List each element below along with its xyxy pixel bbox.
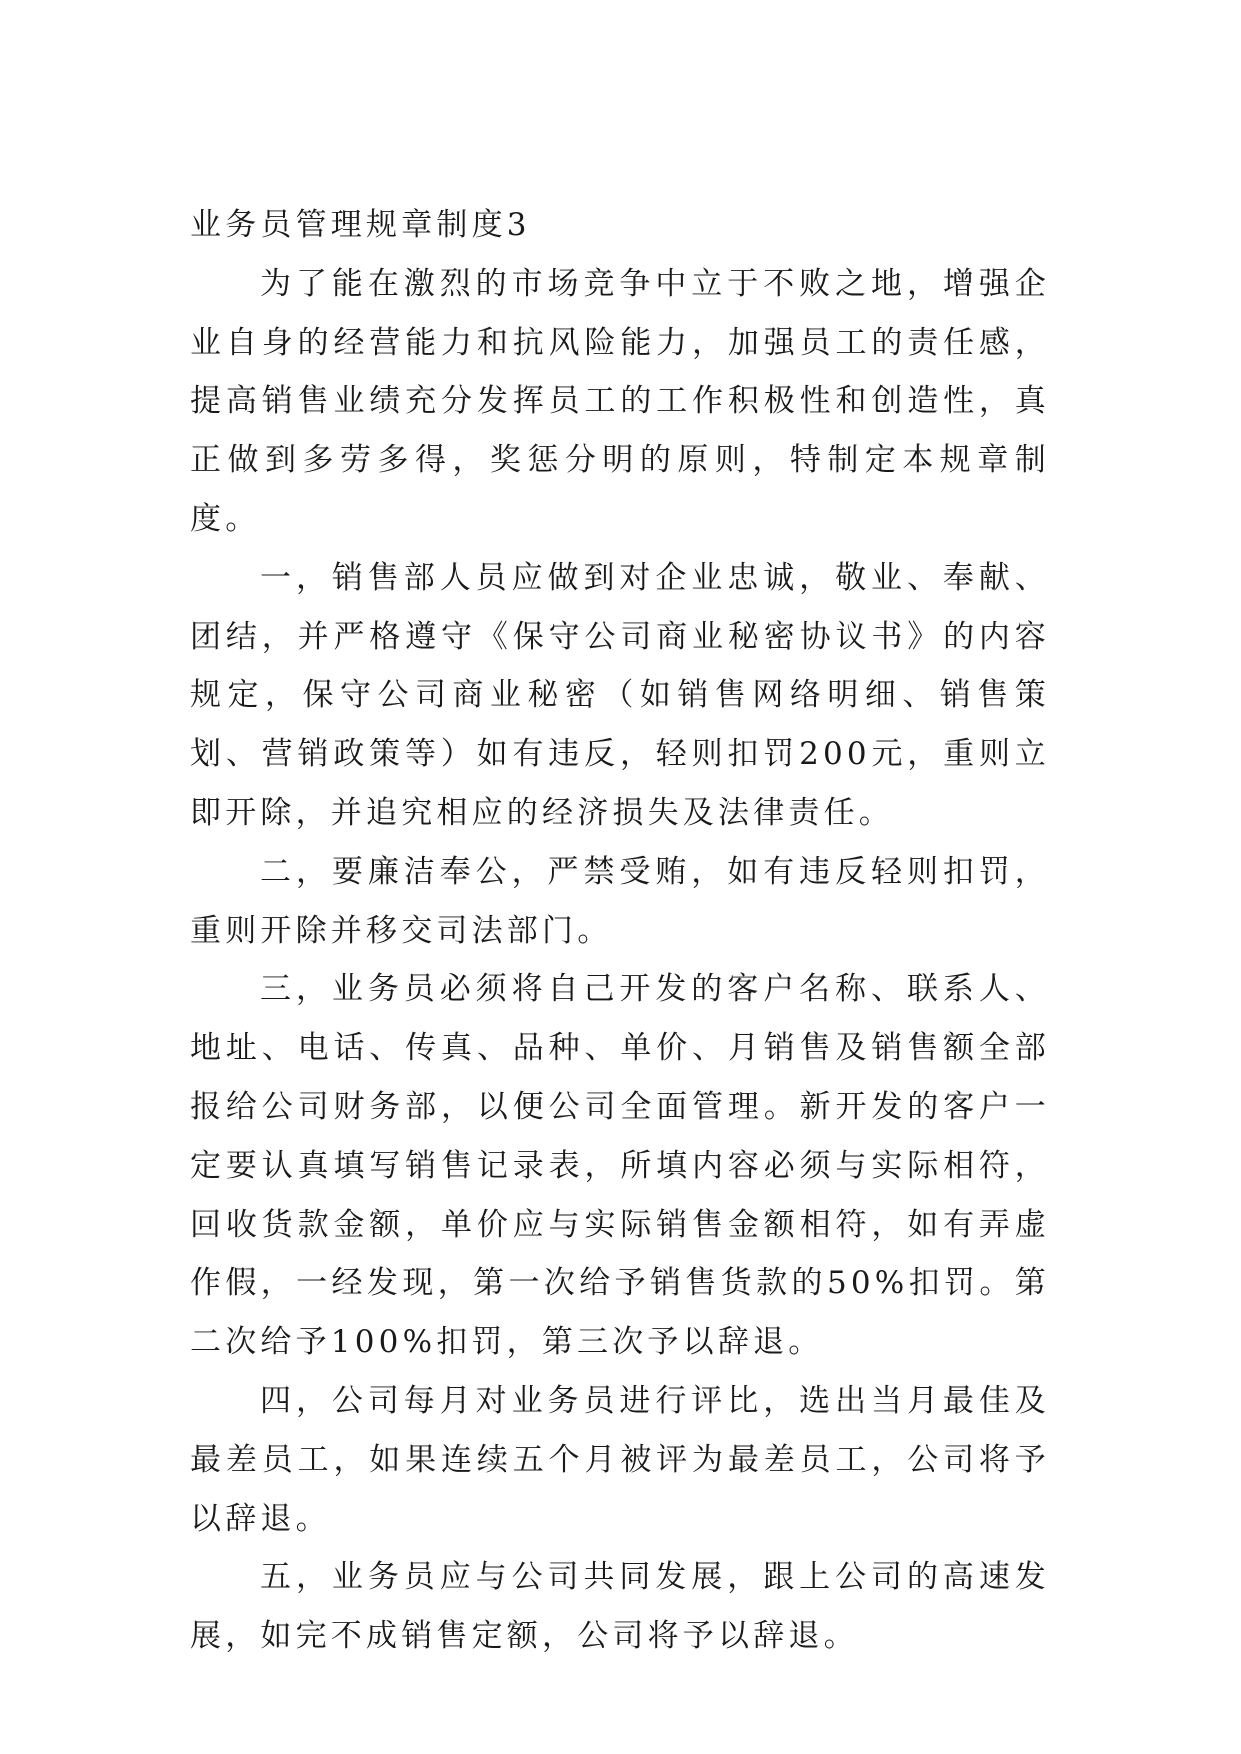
paragraph-rule-5: 五，业务员应与公司共同发展，跟上公司的高速发展，如完不成销售定额，公司将予以辞退。 — [190, 1559, 1050, 1655]
document-title: 业务员管理规章制度3 — [190, 207, 531, 243]
paragraph-intro: 为了能在激烈的市场竞争中立于不败之地，增强企业自身的经营能力和抗风险能力，加强员工的责任感，提高销售业绩充分发挥员工的工作积极性和创造性，真正做到多劳多得，奖惩分明的原则，特制定本规章制度。 — [190, 265, 1050, 537]
paragraph-rule-3: 三，业务员必须将自己开发的客户名称、联系人、地址、电话、传真、品种、单价、月销售及销售额全部报给公司财务部，以便公司全面管理。新开发的客户一定要认真填写销售记录表，所填内容必须与实际相符，回收货款金额，单价应与实际销售金额相符，如有弄虚作假，一经发现，第一次给予销售货款的50%扣罚。第二次给予100%扣罚，第三次予以辞退。 — [190, 971, 1050, 1361]
document-body — [190, 196, 1050, 1666]
paragraph-rule-1: 一，销售部人员应做到对企业忠诚，敬业、奉献、团结，并严格遵守《保守公司商业秘密协议书》的内容规定，保守公司商业秘密（如销售网络明细、销售策划、营销政策等）如有违反，轻则扣罚200元，重则立即开除，并追究相应的经济损失及法律责任。 — [190, 559, 1050, 831]
paragraph-rule-4: 四，公司每月对业务员进行评比，选出当月最佳及最差员工，如果连续五个月被评为最差员工，公司将予以辞退。 — [190, 1382, 1050, 1537]
paragraph-rule-2: 二，要廉洁奉公，严禁受贿，如有违反轻则扣罚，重则开除并移交司法部门。 — [190, 853, 1050, 949]
